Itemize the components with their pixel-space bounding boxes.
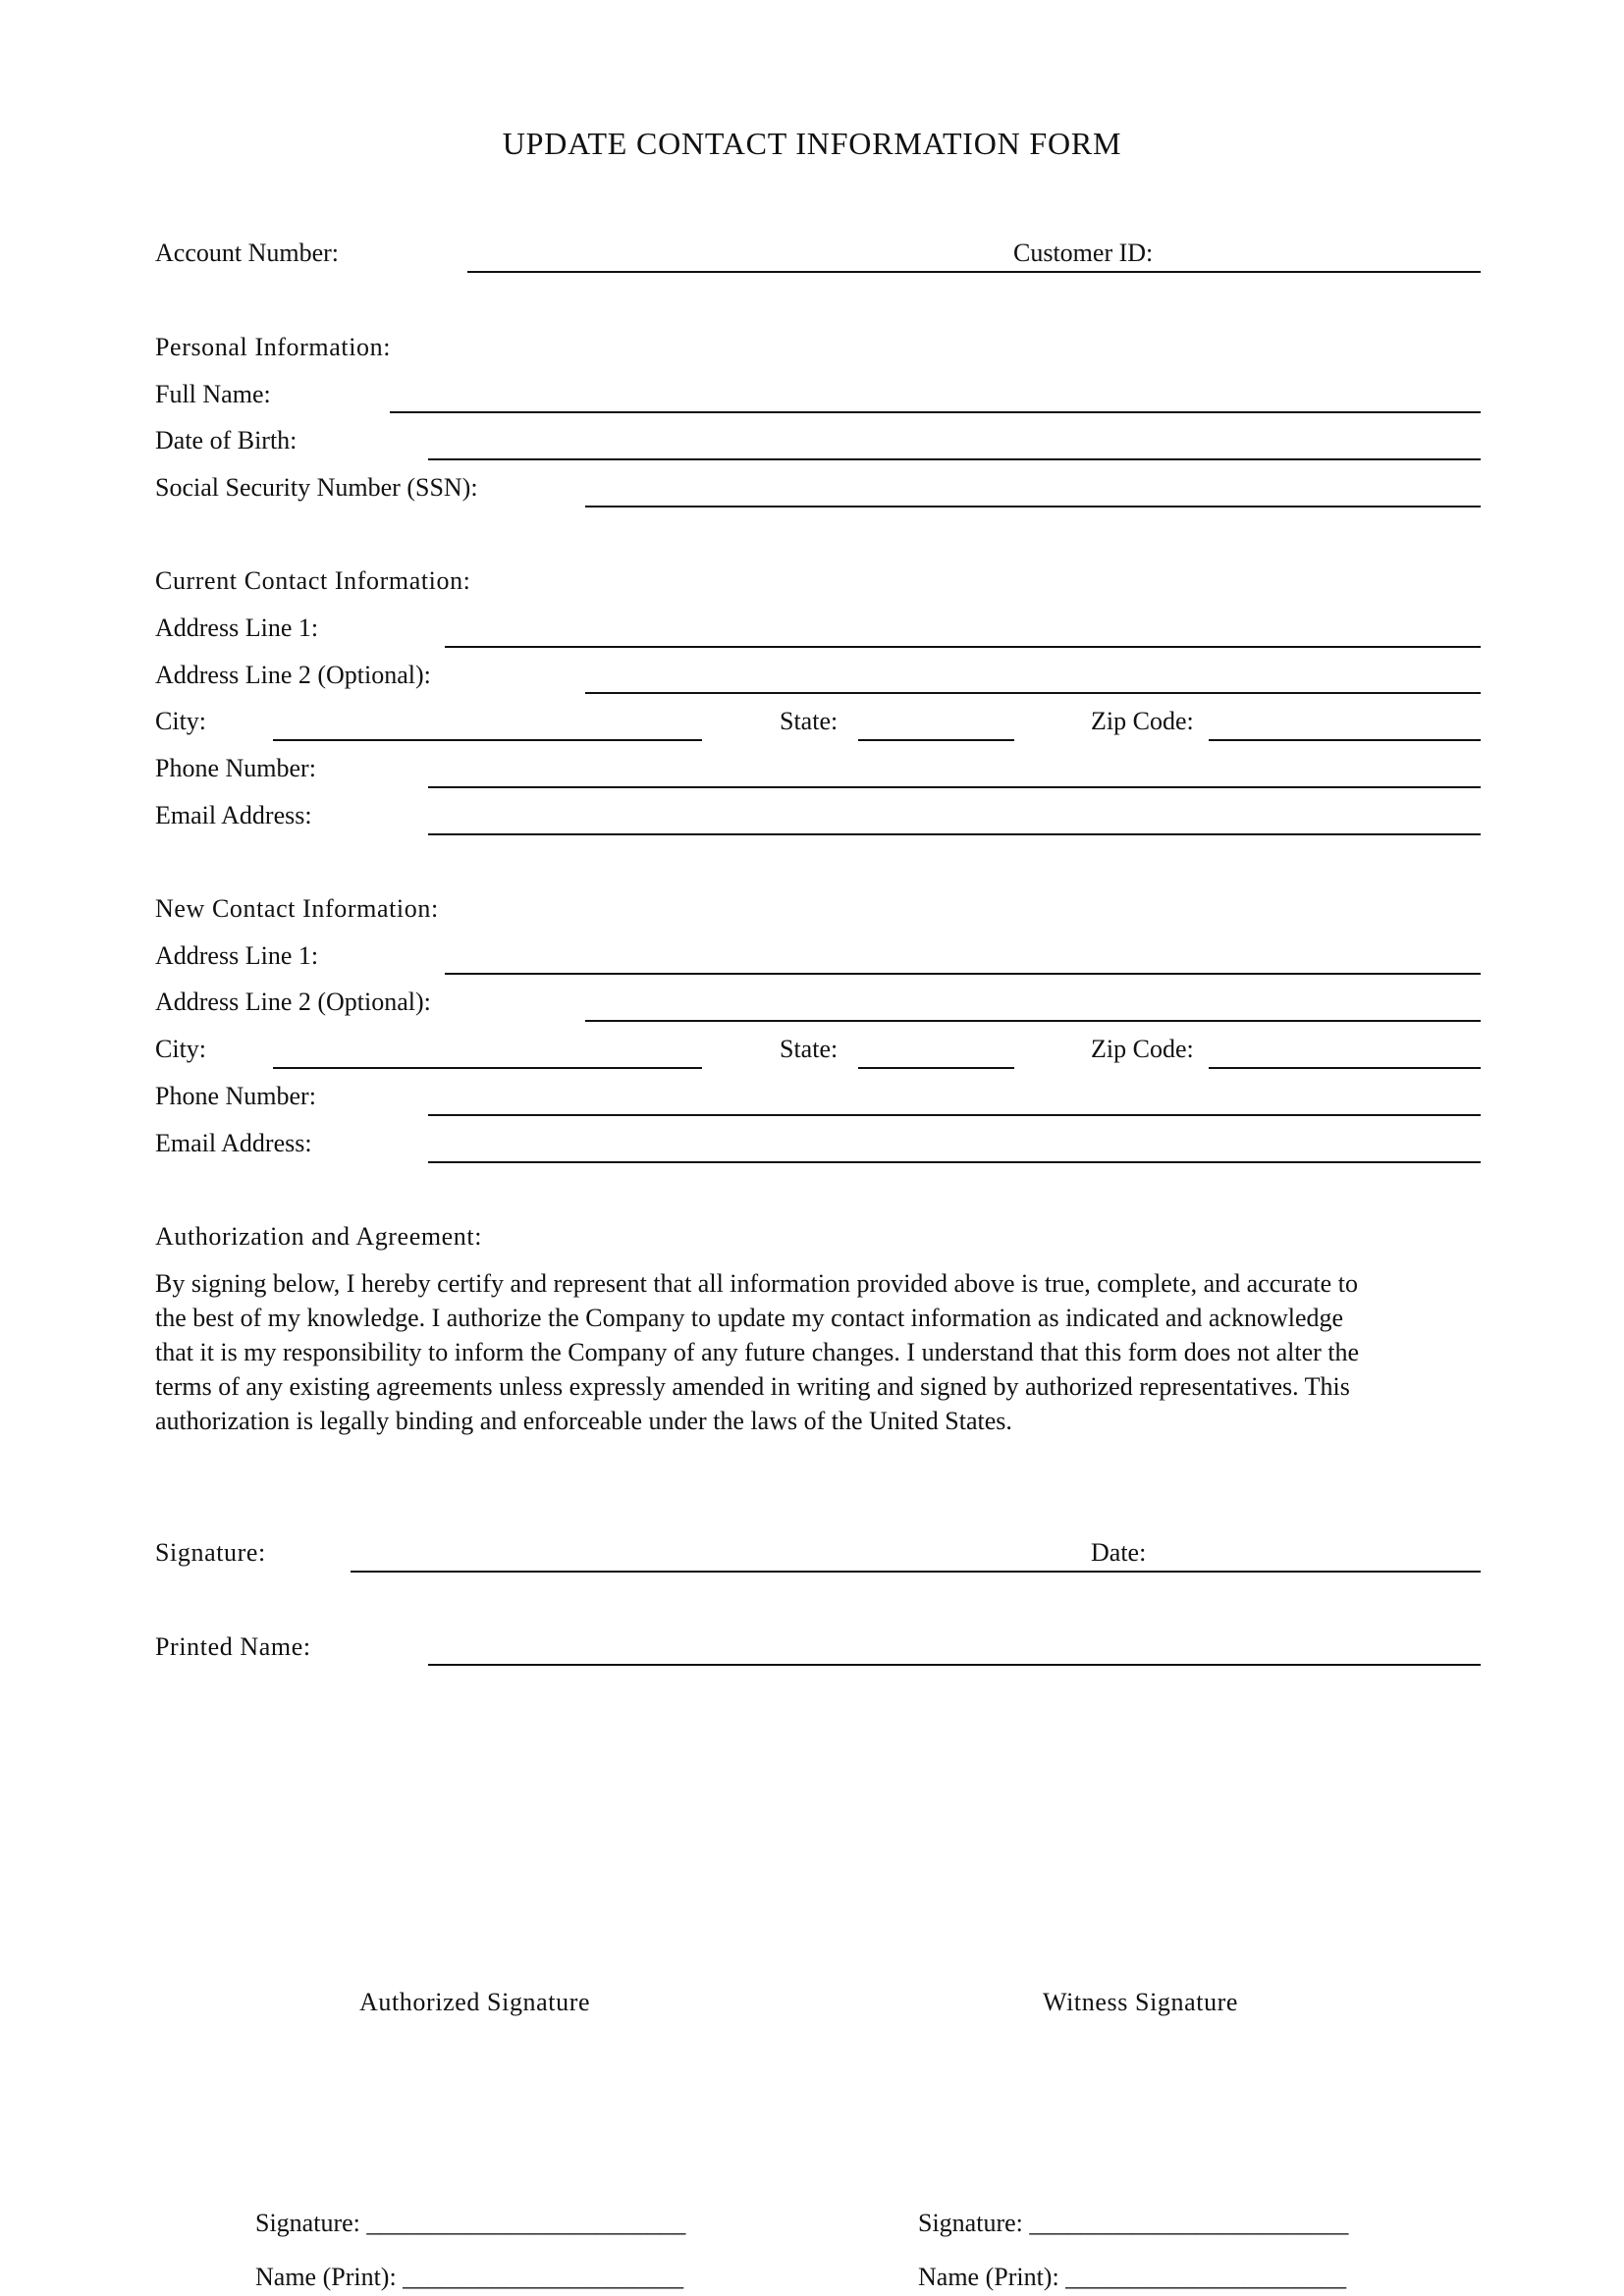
authorization-line: terms of any existing agreements unless expressly amended in writing and signed by authorized representatives. This [155, 1372, 1350, 1401]
authorized-signature-line[interactable]: Signature: _________________________ [255, 2209, 686, 2237]
new-address1-field[interactable] [445, 973, 1481, 975]
current-phone-label: Phone Number: [155, 754, 316, 782]
witness-signature-heading: Witness Signature [1043, 1988, 1239, 2016]
account-number-field[interactable] [467, 271, 1481, 273]
new-address2-label: Address Line 2 (Optional): [155, 988, 431, 1016]
full-name-field[interactable] [390, 411, 1481, 413]
current-city-label: City: [155, 707, 207, 735]
new-phone-field[interactable] [428, 1114, 1481, 1116]
current-email-label: Email Address: [155, 801, 312, 829]
personal-info-heading: Personal Information: [155, 333, 392, 361]
new-state-label: State: [780, 1035, 839, 1063]
printed-name-field[interactable] [428, 1664, 1481, 1666]
authorization-line: the best of my knowledge. I authorize the Company to update my contact information as indicated and acknowledge [155, 1304, 1344, 1332]
printed-name-label: Printed Name: [155, 1632, 311, 1661]
account-number-label: Account Number: [155, 239, 340, 267]
current-email-field[interactable] [428, 833, 1481, 835]
current-address1-label: Address Line 1: [155, 614, 319, 642]
dob-field[interactable] [428, 458, 1481, 460]
new-address2-field[interactable] [585, 1020, 1481, 1022]
ssn-field[interactable] [585, 506, 1481, 507]
new-zip-label: Zip Code: [1091, 1035, 1194, 1063]
form-title: UPDATE CONTACT INFORMATION FORM [502, 126, 1122, 161]
authorization-line: By signing below, I hereby certify and represent that all information provided above is true, complete, and accurate to [155, 1269, 1358, 1298]
signature-label: Signature: [155, 1538, 266, 1567]
new-state-field[interactable] [858, 1067, 1014, 1069]
authorization-paragraph [155, 1266, 1471, 1438]
witness-signature-line[interactable]: Signature: _________________________ [918, 2209, 1349, 2237]
current-contact-heading: Current Contact Information: [155, 566, 471, 595]
new-zip-field[interactable] [1209, 1067, 1481, 1069]
full-name-label: Full Name: [155, 380, 271, 408]
authorized-name-line[interactable]: Name (Print): ______________________ [255, 2263, 684, 2291]
new-city-field[interactable] [273, 1067, 702, 1069]
current-state-label: State: [780, 707, 839, 735]
authorization-line: that it is my responsibility to inform the Company of any future changes. I understand that this form does not alter the [155, 1338, 1360, 1366]
customer-id-label: Customer ID: [1013, 239, 1154, 267]
authorization-line: authorization is legally binding and enforceable under the laws of the United States. [155, 1407, 1012, 1435]
date-label: Date: [1091, 1538, 1147, 1567]
current-address2-label: Address Line 2 (Optional): [155, 661, 431, 689]
current-state-field[interactable] [858, 739, 1014, 741]
current-zip-field[interactable] [1209, 739, 1481, 741]
current-address2-field[interactable] [585, 692, 1481, 694]
witness-name-line[interactable]: Name (Print): ______________________ [918, 2263, 1347, 2291]
new-contact-heading: New Contact Information: [155, 894, 439, 923]
authorization-heading: Authorization and Agreement: [155, 1222, 483, 1251]
ssn-label: Social Security Number (SSN): [155, 473, 478, 502]
current-address1-field[interactable] [445, 646, 1481, 648]
current-zip-label: Zip Code: [1091, 707, 1194, 735]
current-city-field[interactable] [273, 739, 702, 741]
current-phone-field[interactable] [428, 786, 1481, 788]
authorized-signature-heading: Authorized Signature [359, 1988, 591, 2016]
dob-label: Date of Birth: [155, 426, 298, 454]
new-phone-label: Phone Number: [155, 1082, 316, 1110]
new-email-field[interactable] [428, 1161, 1481, 1163]
new-address1-label: Address Line 1: [155, 941, 319, 970]
new-city-label: City: [155, 1035, 207, 1063]
new-email-label: Email Address: [155, 1129, 312, 1157]
signature-field[interactable] [351, 1571, 1481, 1573]
